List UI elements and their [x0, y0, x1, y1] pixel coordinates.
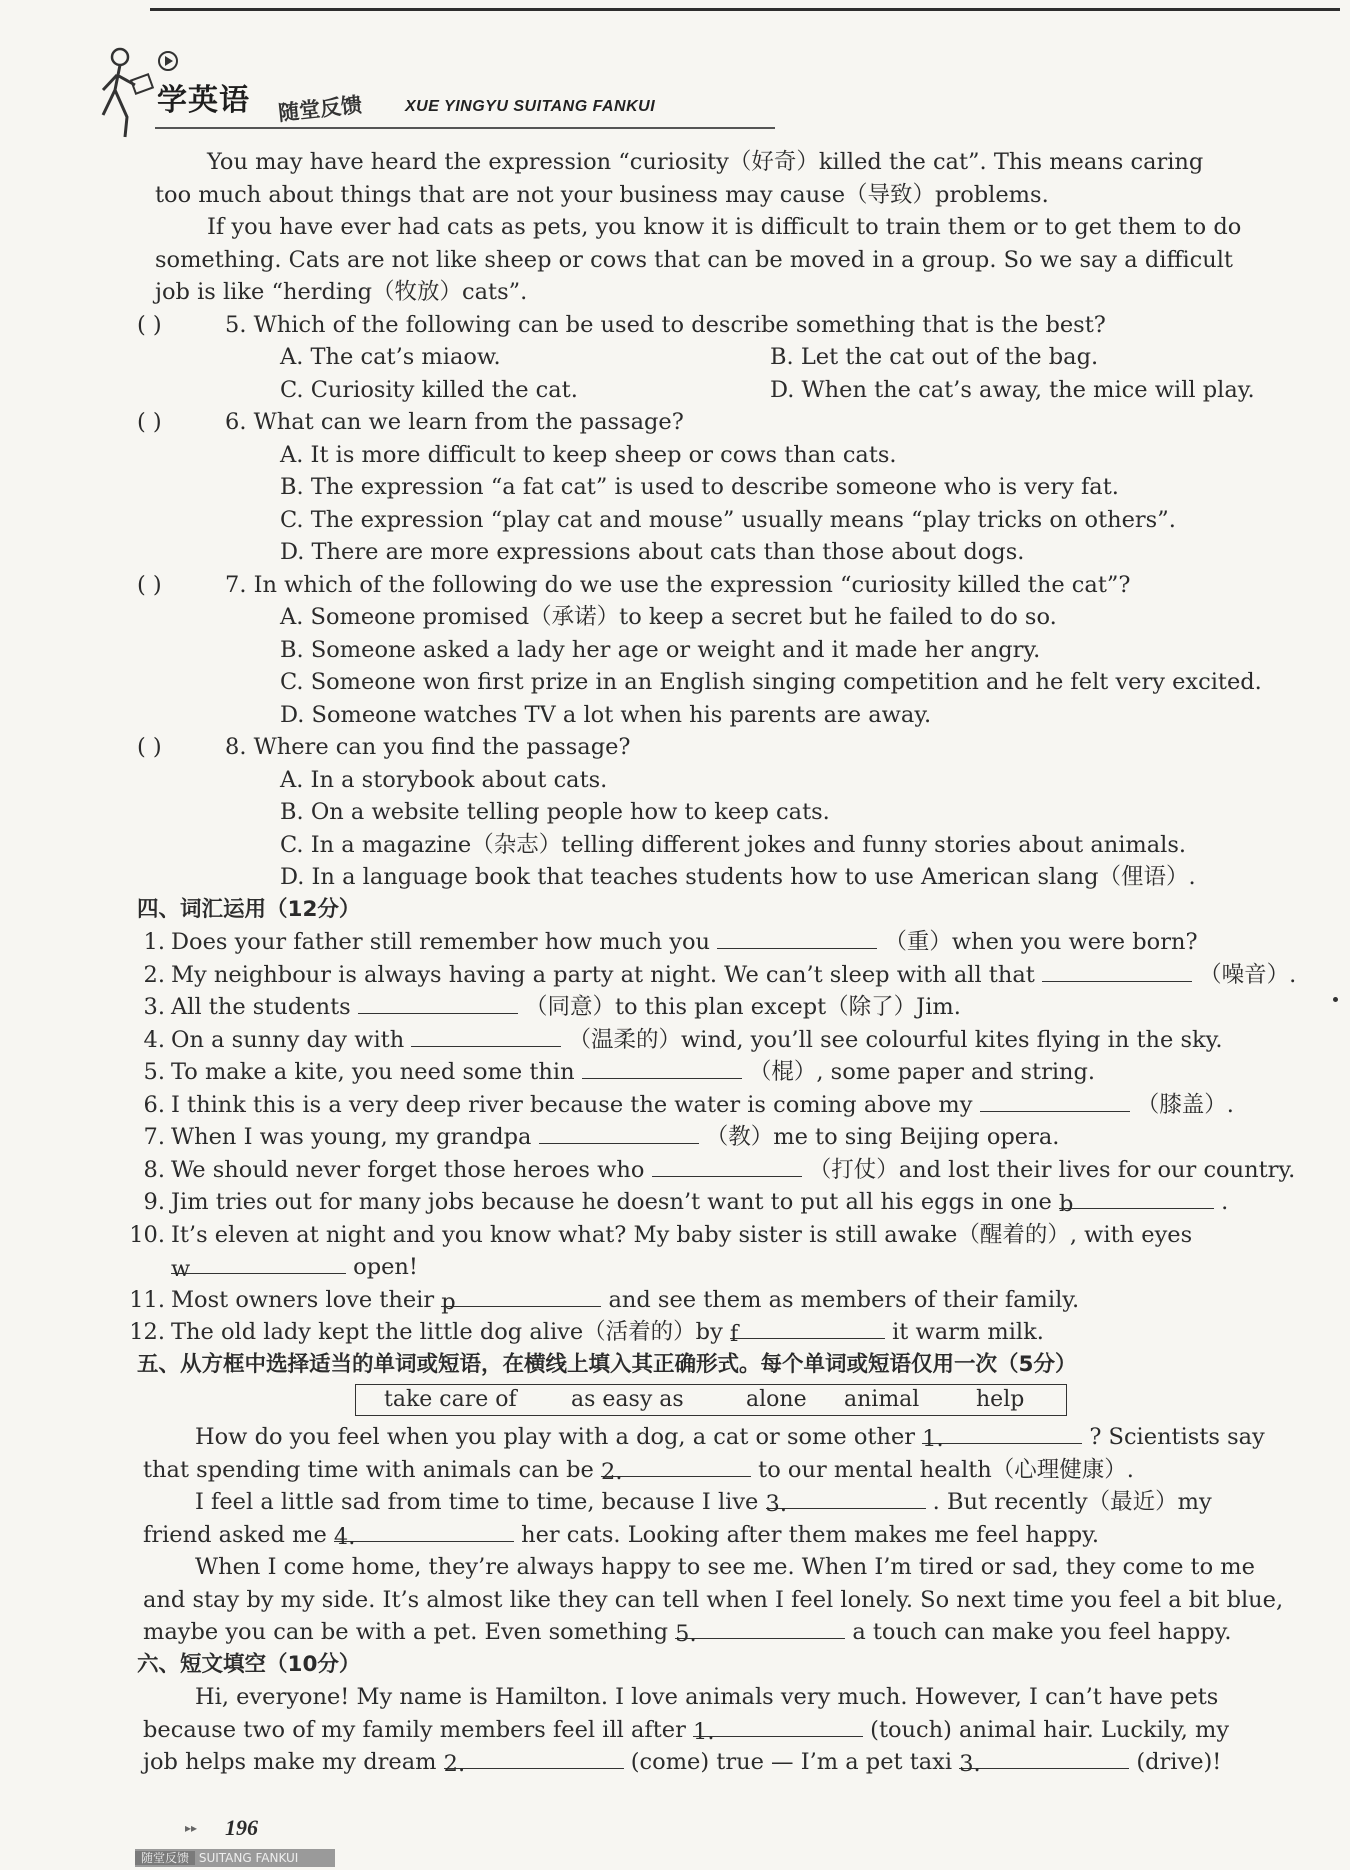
item-text: （噪音）.: [1199, 961, 1297, 988]
item-text: Jim tries out for many jobs because he doesn’t want to put all his eggs in one: [171, 1189, 1052, 1215]
section-6-title: 六、短文填空（10分）: [137, 1651, 361, 1677]
footer-tag: 随堂反馈 SUITANG FANKUI: [135, 1849, 335, 1867]
answer-blank[interactable]: [980, 1089, 1130, 1112]
question-6: ( ) 6. What can we learn from the passage?: [137, 406, 1255, 439]
box-word: animal: [844, 1387, 920, 1412]
vocab-item: [127, 926, 1255, 959]
item-text: （温柔的）wind, you’ll see colourful kites flying in the sky.: [568, 1026, 1223, 1053]
answer-blank[interactable]: [582, 1056, 742, 1079]
option: B. Someone asked a lady her age or weight and it made her angry.: [280, 636, 1041, 663]
section-5-title: 五、从方框中选择适当的单词或短语，在横线上填入其正确形式。每个单词或短语仅用一次（5分）: [137, 1351, 1077, 1377]
cloze-line: and stay by my side. It’s almost like they can tell when I feel lonely. So next time you feel a bit blue,: [143, 1586, 1284, 1613]
item-number: 11.: [129, 1286, 165, 1313]
cloze-line: friend asked me 4. her cats. Looking after them makes me feel happy.: [143, 1519, 1255, 1552]
vocab-item: [127, 1284, 1255, 1317]
answer-paren[interactable]: ( ): [137, 311, 162, 338]
item-text: .: [1221, 1189, 1229, 1215]
answer-paren[interactable]: ( ): [137, 734, 162, 760]
option: B. The expression “a fat cat” is used to describe someone who is very fat.: [280, 474, 1119, 500]
answer-blank[interactable]: b: [1059, 1186, 1214, 1209]
vocab-item: [127, 1024, 1255, 1057]
top-rule: [150, 8, 1340, 11]
passage-line: too much about things that are not your business may cause（导致）problems.: [155, 181, 1049, 208]
item-number: 7.: [143, 1124, 165, 1150]
item-text: and see them as members of their family.: [608, 1286, 1080, 1313]
cloze-passage-5: [143, 1421, 1284, 1649]
item-number: 3.: [143, 994, 165, 1020]
option: C. Someone won first prize in an English singing competition and he felt very excited.: [280, 669, 1262, 695]
item-number: 5.: [143, 1059, 165, 1085]
play-icon: [157, 50, 179, 72]
option: D. Someone watches TV a lot when his parents are away.: [280, 701, 932, 728]
item-text: Does your father still remember how much you: [171, 929, 711, 955]
option: D. In a language book that teaches students how to use American slang（俚语）.: [280, 864, 1196, 890]
word-box-row: [155, 1381, 1255, 1421]
question-5: ( ) 5. Which of the following can be used to describe something that is the best?: [137, 309, 1255, 342]
answer-blank[interactable]: 5.: [675, 1616, 845, 1639]
answer-blank[interactable]: p: [441, 1284, 601, 1307]
answer-paren[interactable]: ( ): [137, 571, 162, 598]
cloze-line: When I come home, they’re always happy to see me. When I’m tired or sad, they come to me: [195, 1554, 1255, 1580]
answer-blank[interactable]: [411, 1024, 561, 1047]
vocab-item: [127, 1219, 1255, 1252]
item-number: 8.: [143, 1156, 165, 1183]
item-text: open!: [353, 1254, 418, 1280]
vocab-item: [127, 1316, 1255, 1349]
item-text: When I was young, my grandpa: [171, 1124, 532, 1150]
answer-blank[interactable]: 2.: [601, 1454, 751, 1477]
item-text: My neighbour is always having a party at night. We can’t sleep with all that: [171, 961, 1035, 988]
item-number: 4.: [143, 1026, 165, 1053]
item-text: （打仗）and lost their lives for our country.: [808, 1156, 1296, 1183]
vocab-item: [127, 1154, 1296, 1187]
item-text: We should never forget those heroes who: [171, 1156, 645, 1183]
option-row: C. Curiosity killed the cat. D. When the cat’s away, the mice will play.: [280, 376, 1255, 403]
item-text: All the students: [171, 994, 351, 1020]
answer-blank[interactable]: f: [730, 1316, 885, 1339]
answer-blank[interactable]: [539, 1121, 699, 1144]
option: A. Someone promised（承诺）to keep a secret but he failed to do so.: [280, 604, 1057, 630]
vocab-item: [127, 1186, 1255, 1219]
item-text: （同意）to this plan except（除了）Jim.: [524, 994, 961, 1020]
item-number: 1.: [143, 929, 165, 955]
answer-blank[interactable]: 1.: [693, 1714, 863, 1737]
vocab-item: [127, 991, 1255, 1024]
option: C. The expression “play cat and mouse” usually means “play tricks on others”.: [280, 506, 1176, 533]
answer-blank[interactable]: [717, 926, 877, 949]
cloze-line: How do you feel when you play with a dog, a cat or some other 1. ? Scientists say: [143, 1421, 1255, 1454]
vocab-item: [127, 959, 1297, 992]
item-text: To make a kite, you need some thin: [171, 1059, 575, 1085]
cloze-line: I feel a little sad from time to time, because I live 3. . But recently（最近）my: [143, 1486, 1255, 1519]
item-text: Most owners love their: [171, 1286, 435, 1313]
header-pinyin: XUE YINGYU SUITANG FANKUI: [405, 98, 656, 115]
page-number: 196: [225, 1815, 258, 1840]
box-word: help: [976, 1387, 1025, 1412]
vocab-item: [127, 1056, 1255, 1089]
box-word: take care of: [384, 1387, 517, 1412]
answer-blank[interactable]: [1042, 959, 1192, 982]
cloze-passage-6: [143, 1681, 1255, 1779]
double-arrow-icon: ▸▸: [185, 1821, 198, 1835]
cloze-line: that spending time with animals can be 2. to our mental health（心理健康）.: [143, 1454, 1255, 1487]
question-8: ( ) 8. Where can you find the passage?: [137, 731, 1255, 764]
question-7: ( ) 7. In which of the following do we use the expression “curiosity killed the cat”?: [137, 569, 1255, 602]
page-header: [95, 45, 795, 145]
reading-figure-icon: [95, 45, 165, 145]
item-text: it warm milk.: [892, 1319, 1044, 1345]
vocab-item: [127, 1121, 1255, 1154]
answer-blank[interactable]: [358, 991, 518, 1014]
item-number: 6.: [143, 1091, 165, 1118]
answer-blank[interactable]: 3.: [959, 1746, 1129, 1769]
answer-blank[interactable]: 1.: [922, 1421, 1082, 1444]
box-word: alone: [746, 1387, 807, 1412]
header-underline: [155, 127, 775, 129]
option: A. It is more difficult to keep sheep or cows than cats.: [280, 441, 897, 468]
item-number: 12.: [129, 1319, 165, 1345]
passage-line: something. Cats are not like sheep or cows that can be moved in a group. So we say a difficult: [155, 246, 1233, 273]
answer-paren[interactable]: ( ): [137, 409, 162, 435]
option: A. In a storybook about cats.: [280, 766, 608, 793]
scan-speck: [1333, 997, 1338, 1002]
cloze-line: because two of my family members feel ill after 1. (touch) animal hair. Luckily, my: [143, 1714, 1255, 1747]
answer-blank[interactable]: w: [171, 1251, 346, 1274]
cloze-line: Hi, everyone! My name is Hamilton. I love animals very much. However, I can’t have pets: [195, 1684, 1219, 1710]
header-subtitle: 随堂反馈: [277, 92, 364, 126]
header-title: 学英语: [157, 83, 250, 118]
passage-line: If you have ever had cats as pets, you know it is difficult to train them or to get them to do: [207, 214, 1242, 240]
page-content: [129, 146, 1297, 1779]
vocab-item: [127, 1251, 1255, 1284]
option: D. There are more expressions about cats than those about dogs.: [280, 539, 1025, 565]
answer-blank[interactable]: 4.: [334, 1519, 514, 1542]
section-4-title: 四、词汇运用（12分）: [137, 896, 361, 922]
item-text: （膝盖）.: [1136, 1091, 1234, 1118]
item-text: It’s eleven at night and you know what? My baby sister is still awake（醒着的）, with eyes: [171, 1221, 1193, 1248]
option: B. On a website telling people how to keep cats.: [280, 799, 830, 825]
item-text: （棍）, some paper and string.: [748, 1059, 1096, 1085]
passage-line: You may have heard the expression “curiosity（好奇）killed the cat”. This means caring: [207, 149, 1204, 175]
item-text: （教）me to sing Beijing opera.: [705, 1124, 1060, 1150]
item-number: 9.: [143, 1189, 165, 1215]
answer-blank[interactable]: 2.: [444, 1746, 624, 1769]
vocab-list: [127, 926, 1297, 1349]
item-number: 2.: [143, 961, 165, 988]
answer-blank[interactable]: [652, 1154, 802, 1177]
cloze-line: maybe you can be with a pet. Even something 5. a touch can make you feel happy.: [143, 1616, 1255, 1649]
item-text: The old lady kept the little dog alive（活着的）by: [171, 1319, 723, 1345]
option-row: A. The cat’s miaow. B. Let the cat out of the bag.: [280, 344, 1099, 370]
box-word: as easy as: [571, 1387, 684, 1412]
item-text: On a sunny day with: [171, 1026, 405, 1053]
item-text: I think this is a very deep river because the water is coming above my: [171, 1091, 973, 1118]
cloze-line: job helps make my dream 2. (come) true — I’m a pet taxi 3. (drive)!: [143, 1746, 1255, 1779]
word-box: [355, 1384, 1067, 1416]
item-number: 10.: [129, 1221, 165, 1248]
item-text: （重）when you were born?: [884, 929, 1198, 955]
passage-line: job is like “herding（牧放）cats”.: [155, 279, 528, 305]
option: C. In a magazine（杂志）telling different jokes and funny stories about animals.: [280, 831, 1187, 858]
vocab-item: [127, 1089, 1255, 1122]
answer-blank[interactable]: 3.: [766, 1486, 926, 1509]
